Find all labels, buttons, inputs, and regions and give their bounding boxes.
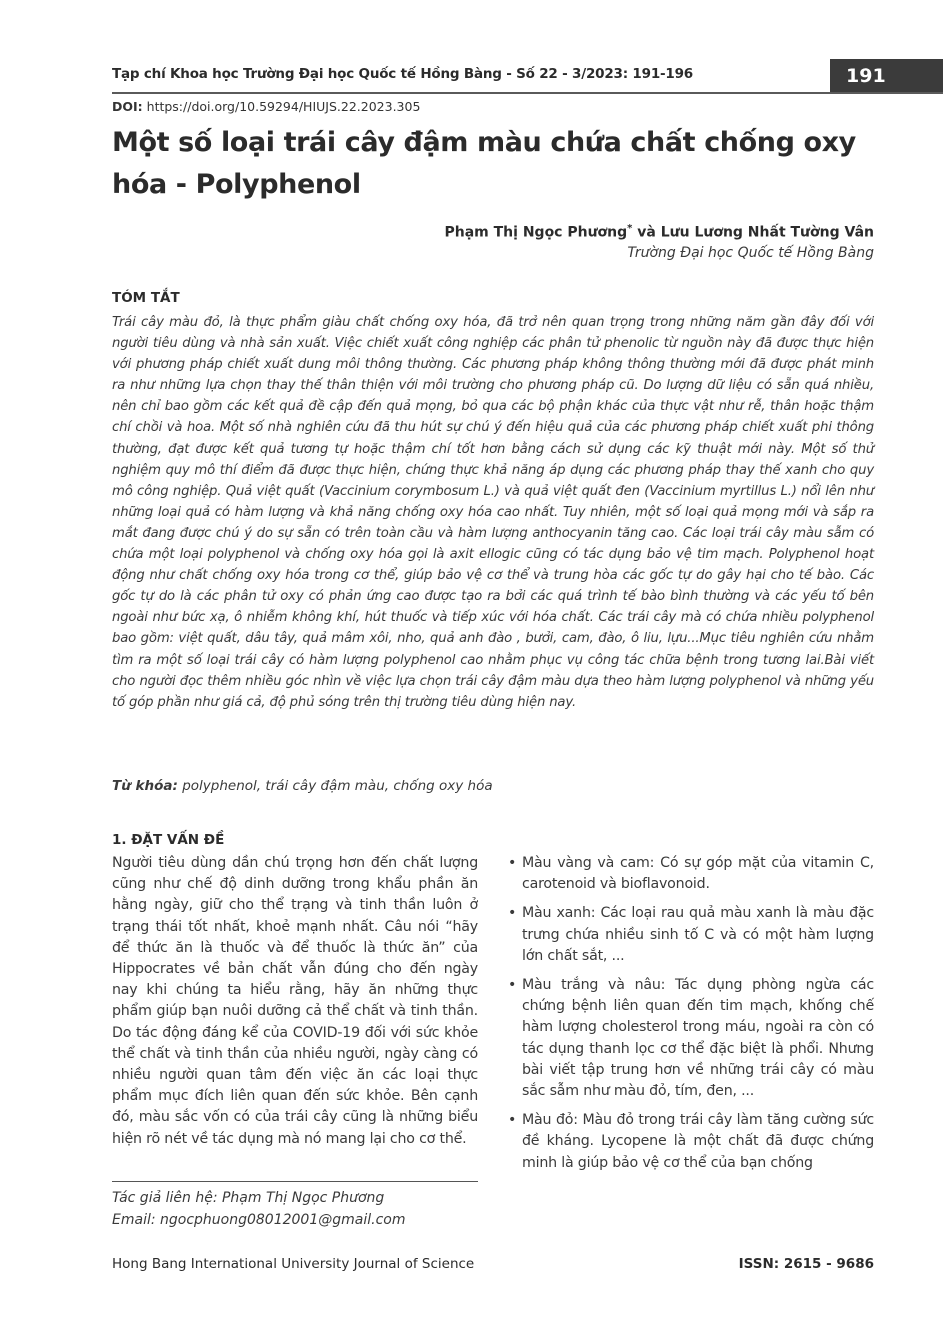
footer-journal-name: Hong Bang International University Journal of Science [112, 1256, 475, 1272]
list-item [508, 1110, 874, 1174]
abstract-heading: TÓM TẮT [112, 290, 180, 306]
bullet-text: Màu đỏ: Màu đỏ trong trái cây làm tăng cường sức đề kháng. Lycopene là một chất đã được chứng minh là giúp bảo vệ cơ thể của bạn chống [522, 1112, 874, 1171]
doi-link[interactable]: https://doi.org/10.59294/HIUJS.22.2023.305 [146, 99, 421, 114]
list-item [508, 903, 874, 967]
author-list [445, 223, 875, 241]
keywords-label: Từ khóa: [112, 778, 178, 794]
doi-line [112, 99, 420, 114]
footer-issn: ISSN: 2615 - 9686 [738, 1256, 874, 1272]
footnote-divider [112, 1181, 478, 1182]
corresponding-marker: * [627, 223, 633, 234]
doi-label: DOI: [112, 99, 143, 114]
bullet-text: Màu trắng và nâu: Tác dụng phòng ngừa các chứng bệnh liên quan đến tim mạch, khống chế hàm lượng cholesterol trong máu, ngoài ra còn có tác dụng thanh lọc cơ thể đặc biệt là phổi. Nhưng bài viết tập trung hơn về những trái cây có màu sắc sẫm như màu đỏ, tím, đen, ... [522, 977, 874, 1100]
color-bullet-list [508, 853, 874, 1182]
header-divider [112, 92, 943, 94]
journal-citation: Tạp chí Khoa học Trường Đại học Quốc tế Hồng Bàng - Số 22 - 3/2023: 191-196 [112, 66, 693, 82]
keywords [112, 778, 493, 794]
keywords-value: polyphenol, trái cây đậm màu, chống oxy hóa [177, 778, 493, 794]
bullet-marker: • [508, 1112, 517, 1129]
list-item [508, 853, 874, 895]
bullet-text: Màu vàng và cam: Có sự góp mặt của vitamin C, carotenoid và bioflavonoid. [522, 855, 874, 893]
abstract-body: Trái cây màu đỏ, là thực phẩm giàu chất chống oxy hóa, đã trở nên quan trọng trong những năm gần đây đối với người tiêu dùng và nhà sản xuất. Việc chiết xuất công nghiệp các phân tử phenolic từ nguồn này đã được thực hiện với phương pháp chiết xuất dung môi thông thường. Các phương pháp không thông thường mới đã được phát minh ra như những lựa chọn thay thế thân thiện với môi trường cho phương pháp cũ. Do lượng dữ liệu có sẵn quá nhiều, nên chỉ bao gồm các kết quả đề cập đến quả mọng, bỏ qua các bộ phận khác của thực vật như rễ, thân hoặc thậm chí chồi và hoa. Một số nhà nghiên cứu đã thu hút sự chú ý đến hiệu quả của các phương pháp chiết xuất phi thông thường, đạt được kết quả tương tự hoặc thậm chí tốt hơn bằng cách sử dụng các kỹ thuật mới này. Một số thử nghiệm quy mô thí điểm đã được thực hiện, chứng thực khả năng áp dụng các phương pháp thay thế xanh cho quy mô công nghiệp. Quả việt quất (Vaccinium corymbosum L.) và quả việt quất đen (Vaccinium myrtillus L.) nổi lên như những loại quả có hàm lượng và khả năng chống oxy hóa cao nhất. Tuy nhiên, một số loại quả mọng mới và sắp ra mắt đang được chú ý do sự sẵn có trên toàn cầu và hàm lượng anthocyanin tăng cao. Các loại trái cây màu sẫm có chứa một loại polyphenol và chống oxy hóa gọi là axit ellogic cũng có tác dụng bảo vệ tim mạch. Polyphenol hoạt động như chất chống oxy hóa trong cơ thể, giúp bảo vệ cơ thể và trung hòa các gốc tự do gây hại cho tế bào. Các gốc tự do là các phân tử oxy có phản ứng cao được tạo ra bởi các quá trình tế bào bình thường và các yếu tố bên ngoài như bức xạ, ô nhiễm không khí, hút thuốc và tiếp xúc với hóa chất. Các trái cây mà có chứa nhiều polyphenol bao gồm: việt quất, dâu tây, quả mâm xôi, nho, quả anh đào , bưởi, cam, đào, ô liu, lựu...Mục tiêu nghiên cứu nhằm tìm ra một số loại trái cây có hàm lượng polyphenol cao nhằm phục vụ công tác chữa bệnh trong tương lai.Bài viết cho người đọc thêm nhiều góc nhìn về việc lựa chọn trái cây đậm màu dựa theo hàm lượng polyphenol và những yếu tố góp phần như giá cả, độ phủ sóng trên thị trường tiêu dùng hiện nay. [112, 315, 874, 710]
bullet-marker: • [508, 855, 517, 871]
bullet-marker: • [508, 977, 517, 994]
intro-paragraph: Người tiêu dùng dần chú trọng hơn đến chất lượng cũng như chế độ dinh dưỡng trong khẩu phần ăn hằng ngày, giữ cho thể trạng và tinh thần luôn ở trạng thái tốt nhất, khoẻ mạnh nhất. Câu nói “hãy để thức ăn là thuốc và để thuốc là thức ăn” của Hippocrates về bản chất vẫn đúng cho đến ngày nay khi chúng ta hiểu rằng, hãy ăn những thực phẩm giúp bạn nuôi dưỡng cả thể chất và tinh thần. Do tác động đáng kể của COVID-19 đối với sức khỏe thể chất và tinh thần của nhiều người, ngày càng có nhiều người quan tâm đến việc ăn các loại thực phẩm mục đích liên quan đến sức khỏe. Bên cạnh đó, màu sắc vốn có của trái cây cũng là những biểu hiện rõ nét về tác dụng mà nó mang lại cho cơ thể. [112, 855, 478, 1147]
corresponding-author: Phạm Thị Ngọc Phương [444, 224, 628, 241]
footnote-email: Email: ngocphuong08012001@gmail.com [112, 1212, 406, 1228]
footnote-author: Tác giả liên hệ: Phạm Thị Ngọc Phương [112, 1190, 385, 1206]
page-number-badge: 191 [830, 59, 943, 93]
bullet-marker: • [508, 905, 517, 922]
affiliation: Trường Đại học Quốc tế Hồng Bàng [627, 245, 874, 261]
co-author: và Lưu Lương Nhất Tường Vân [632, 224, 874, 241]
article-title: Một số loại trái cây đậm màu chứa chất chống oxy hóa - Polyphenol [112, 127, 856, 200]
list-item [508, 975, 874, 1102]
section-heading: 1. ĐẶT VẤN ĐỀ [112, 832, 225, 848]
bullet-text: Màu xanh: Các loại rau quả màu xanh là màu đặc trưng chứa nhiều sinh tố C và có một hàm lượng lớn chất sắt, ... [522, 905, 874, 964]
